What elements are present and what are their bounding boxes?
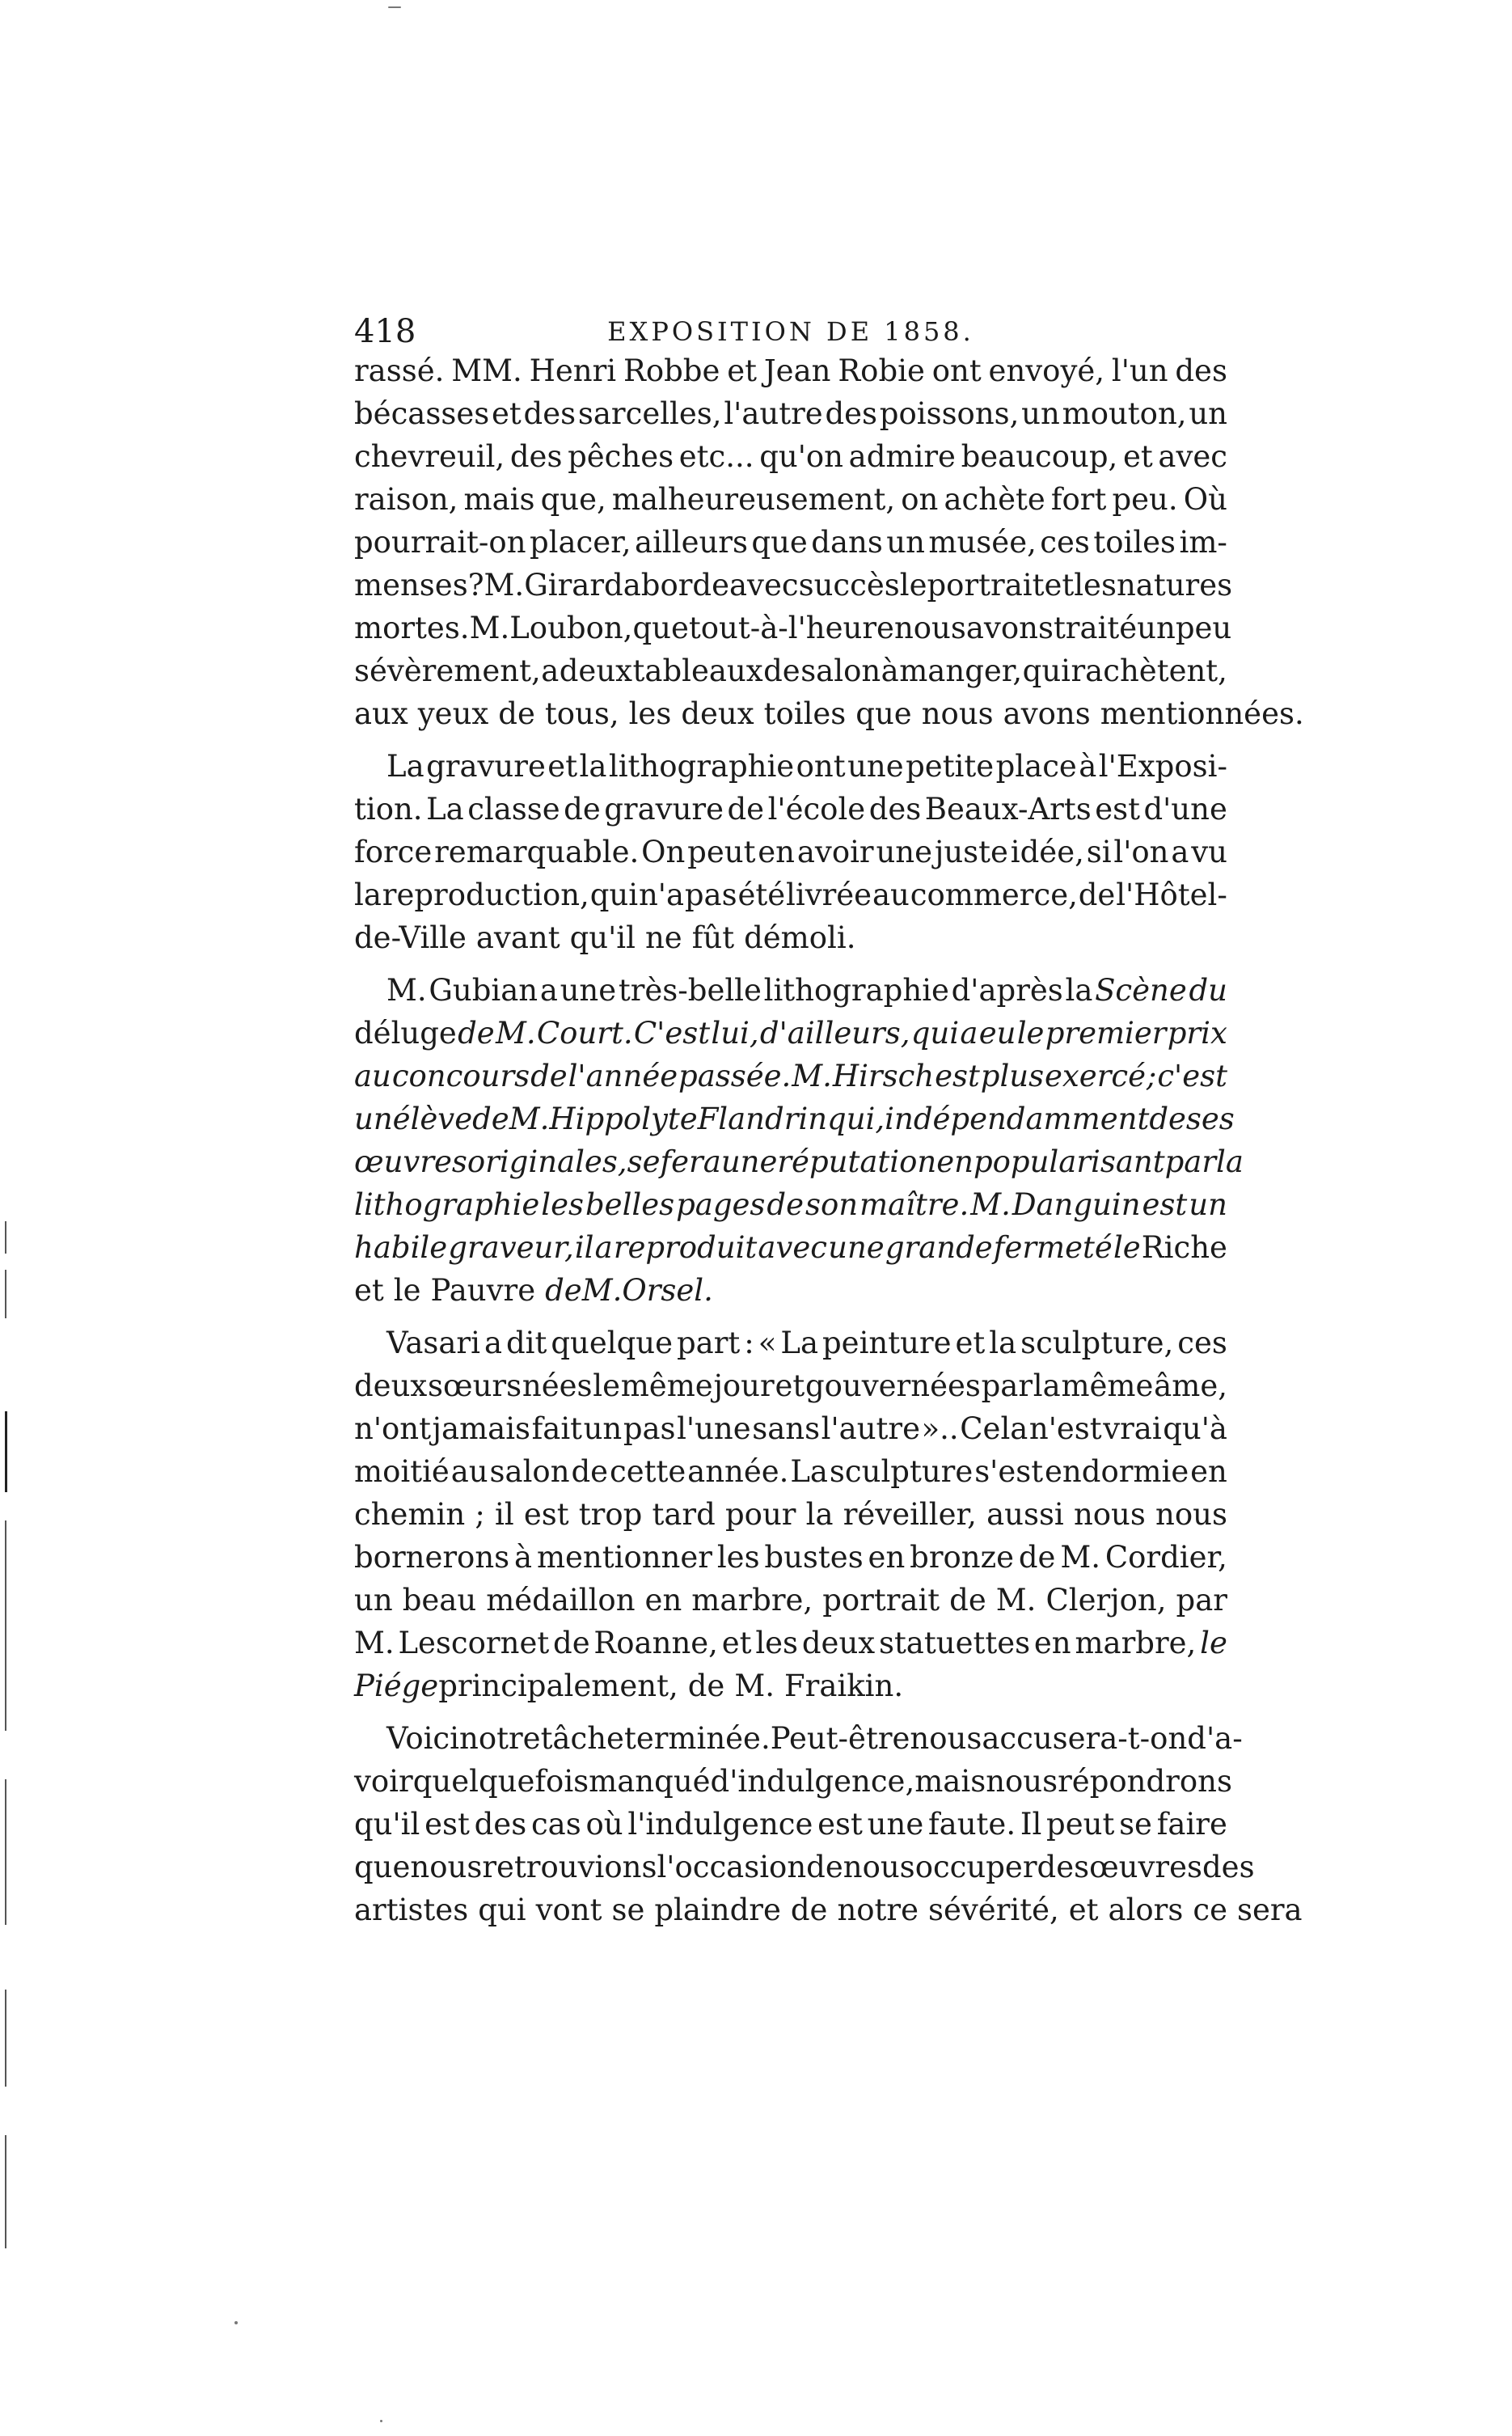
text-line: Vasari a dit quelque part : « La peinture et la sculpture, ces [386, 1326, 1227, 1360]
text-line: artistes qui vont se plaindre de notre sévérité, et alors ce sera [354, 1893, 1303, 1927]
text-line: un beau médaillon en marbre, portrait de M. Clerjon, par [354, 1583, 1227, 1618]
text-line: et le Pauvre de M. Orsel. [354, 1273, 713, 1308]
text-line: Piége principalement, de M. Fraikin. [354, 1668, 904, 1703]
text-line: habile graveur, il a reproduit avec une grande fermeté le Riche [354, 1230, 1227, 1265]
text-line: M. Lescornet de Roanne, et les deux statuettes en marbre, le [354, 1626, 1227, 1660]
text-line: un élève de M. Hippolyte Flandrin qui, indépendamment de ses [354, 1102, 1235, 1136]
text-line: Voici notre tâche terminée. Peut-être nous accusera-t-on d'a- [386, 1721, 1243, 1756]
text-line: qu'il est des cas où l'indulgence est une faute. Il peut se faire [354, 1807, 1227, 1842]
text-line: tion. La classe de gravure de l'école des Beaux-Arts est d'une [354, 792, 1227, 827]
text-line: force remarquable. On peut en avoir une juste idée, si l'on a vu [354, 835, 1227, 869]
text-line: n'ont jamais fait un pas l'une sans l'autre ».. Cela n'est vrai qu'à [354, 1411, 1227, 1446]
text-line: chevreuil, des pêches etc... qu'on admire beaucoup, et avec [354, 439, 1227, 474]
text-line: déluge de M. Court. C'est lui, d'ailleurs, qui a eu le premier prix [354, 1016, 1227, 1051]
text-line: M. Gubian a une très-belle lithographie d'après la Scène du [386, 973, 1227, 1008]
text-line: mortes. M. Loubon, que tout-à-l'heure nous avons traité un peu [354, 611, 1232, 645]
running-title: EXPOSITION DE 1858. [607, 316, 974, 347]
text-line: aux yeux de tous, les deux toiles que nous avons mentionnées. [354, 696, 1304, 731]
text-line: menses ? M. Girard aborde avec succès le portrait et les natures [354, 568, 1233, 603]
text-line: moitié au salon de cette année. La sculpture s'est endormie en [354, 1454, 1227, 1489]
scan-edge-mark [5, 2135, 6, 2248]
text-line: raison, mais que, malheureusement, on achète fort peu. Où [354, 482, 1227, 517]
text-line: chemin ; il est trop tard pour la réveiller, aussi nous nous [354, 1497, 1227, 1532]
text-line: la reproduction, qui n'a pas été livrée au commerce, de l'Hôtel- [354, 878, 1227, 912]
scan-edge-mark [5, 1270, 6, 1318]
text-line: pourrait-on placer, ailleurs que dans un musée, ces toiles im- [354, 525, 1227, 560]
scan-edge-mark [5, 1221, 6, 1254]
text-line: voir quelquefois manqué d'indulgence, mais nous répondrons [354, 1764, 1232, 1799]
scan-edge-mark [5, 1990, 6, 2087]
text-line: au concours de l'année passée. M. Hirsch est plus exercé ; c'est [354, 1059, 1227, 1093]
text-line: bornerons à mentionner les bustes en bronze de M. Cordier, [354, 1540, 1227, 1575]
text-line: de-Ville avant qu'il ne fût démoli. [354, 920, 856, 955]
scan-speck [380, 2420, 382, 2422]
scan-edge-mark [5, 1779, 6, 1925]
text-line: œuvres originales, se fera une réputation en popularisant par la [354, 1144, 1244, 1179]
scan-edge-mark [5, 1411, 7, 1492]
text-line: deux sœurs nées le même jour et gouvernées par la même âme, [354, 1368, 1227, 1403]
scan-speck [388, 6, 401, 8]
page-header [354, 307, 1227, 356]
text-line: sévèrement, a deux tableaux de salon à manger, qui rachètent, [354, 653, 1227, 688]
text-line: bécasses et des sarcelles, l'autre des poissons, un mouton, un [354, 396, 1227, 431]
text-line: lithographie les belles pages de son maître. M. Danguin est un [354, 1187, 1227, 1222]
scan-speck [234, 2321, 238, 2324]
text-line: rassé. MM. Henri Robbe et Jean Robie ont envoyé, l'un des [354, 353, 1227, 388]
text-line: La gravure et la lithographie ont une petite place à l'Exposi- [386, 749, 1227, 784]
scan-edge-mark [5, 1520, 6, 1731]
body-text [354, 349, 1304, 1931]
page-number: 418 [354, 313, 416, 350]
text-line: que nous retrouvions l'occasion de nous occuper des œuvres des [354, 1850, 1255, 1884]
